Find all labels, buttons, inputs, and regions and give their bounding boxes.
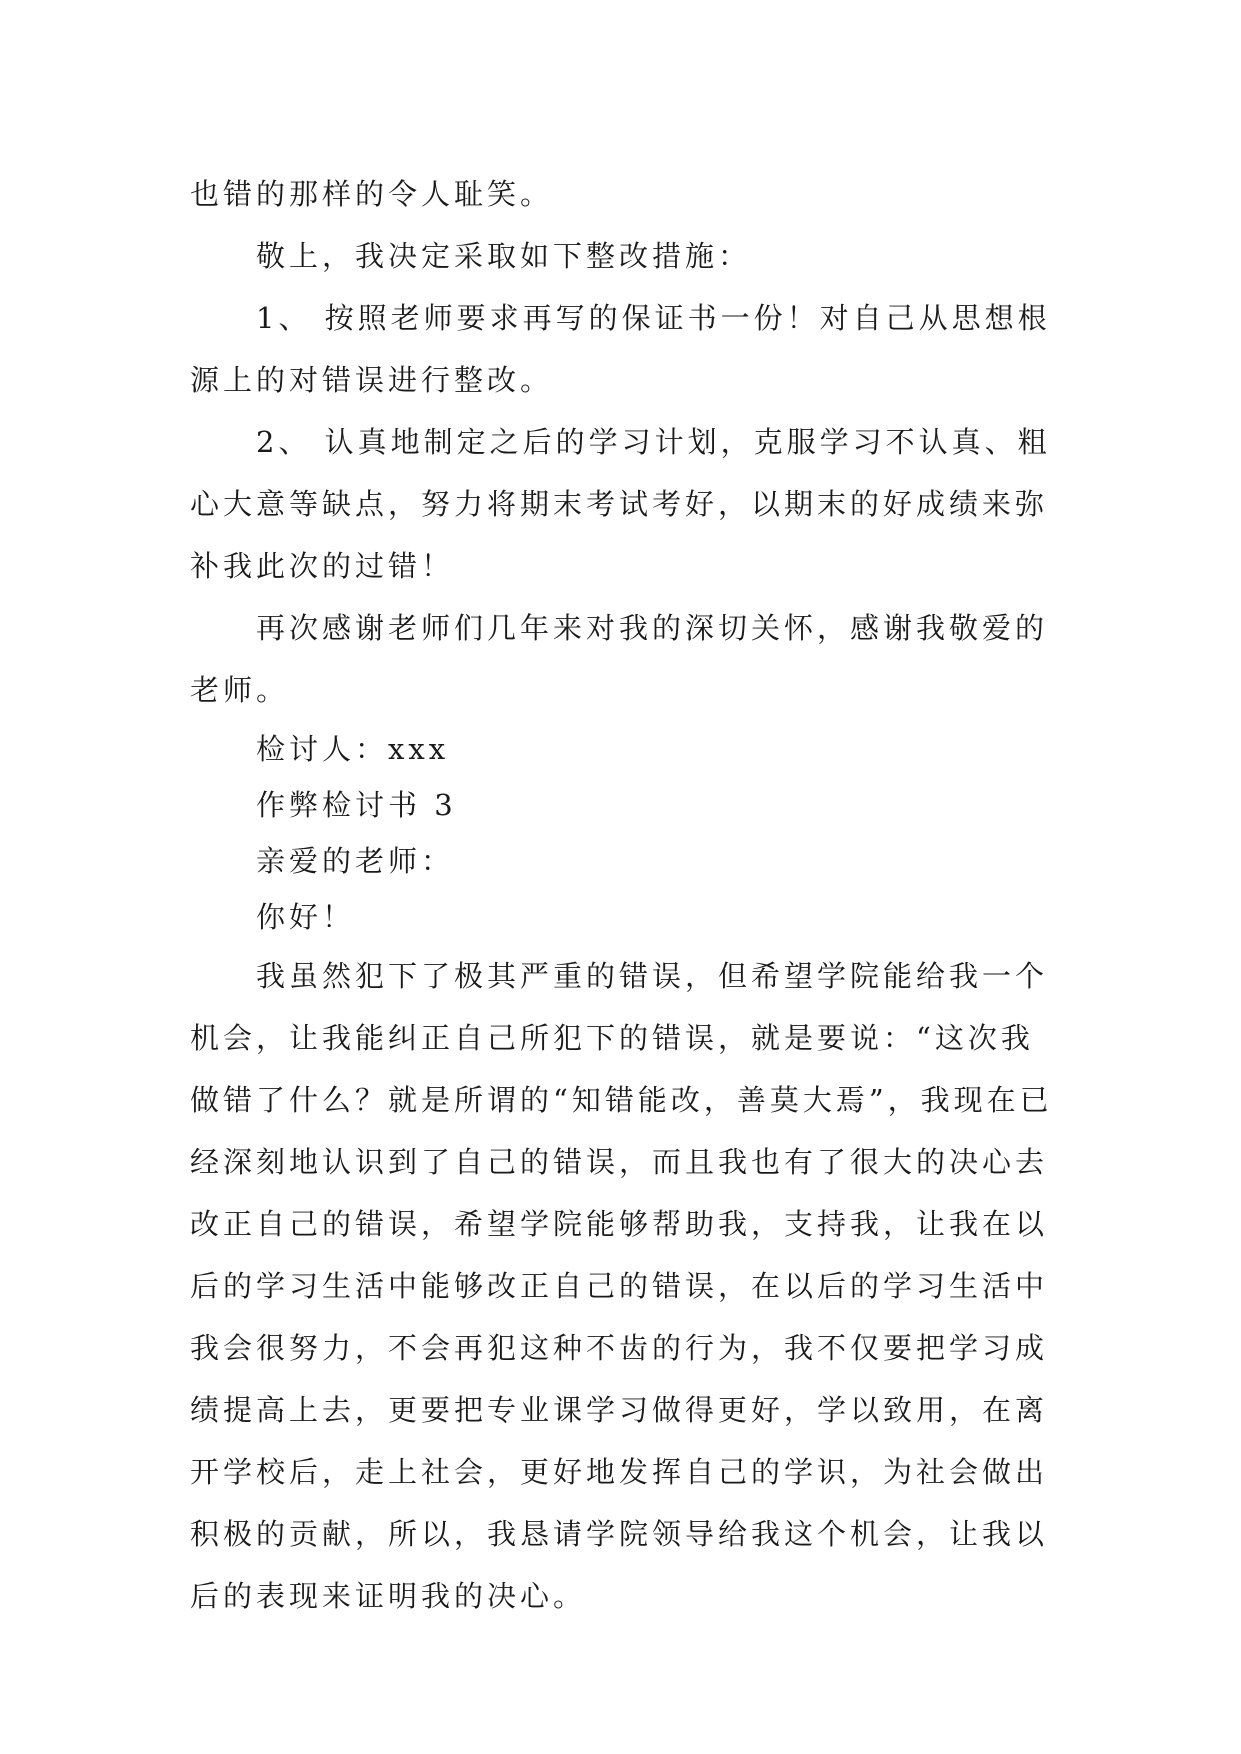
salutation: 亲爱的老师：: [256, 844, 455, 878]
paragraph-measure-1: 1、 按照老师要求再写的保证书一份！对自己从思想根源上的对错误进行整改。: [190, 301, 1051, 397]
paragraph-body: 我虽然犯下了极其严重的错误，但希望学院能给我一个机会，让我能纠正自己所犯下的错误，就是要说：“这次我做错了什么？就是所谓的“知错能改，善莫大焉”，我现在已经深刻地认识到了自己的错误，而且我也有了很大的决心去改正自己的错误，希望学院能够帮助我，支持我，让我在以后的学习生活中能够改正自己的错误，在以后的学习生活中我会很努力，不会再犯这种不齿的行为，我不仅要把学习成绩提高上去，更要把专业课学习做得更好，学以致用，在离开学校后，走上社会，更好地发挥自己的学识，为社会做出积极的贡献，所以，我恳请学院领导给我这个机会，让我以后的表现来证明我的决心。: [190, 959, 1053, 1613]
paragraph-measures-intro: 敬上，我决定采取如下整改措施：: [256, 239, 752, 273]
section-title: 作弊检讨书 3: [256, 788, 457, 822]
paragraph-continuation: 也错的那样的令人耻笑。: [190, 177, 554, 211]
paragraph-measure-2: 2、 认真地制定之后的学习计划，克服学习不认真、粗心大意等缺点，努力将期末考试考好，以期末的好成绩来弥补我此次的过错！: [190, 425, 1051, 583]
signature-line: 检讨人：xxx: [256, 732, 450, 766]
paragraph-thanks: 再次感谢老师们几年来对我的深切关怀，感谢我敬爱的老师。: [190, 611, 1049, 707]
document-body: [190, 163, 1055, 1627]
greeting: 你好！: [256, 900, 356, 934]
